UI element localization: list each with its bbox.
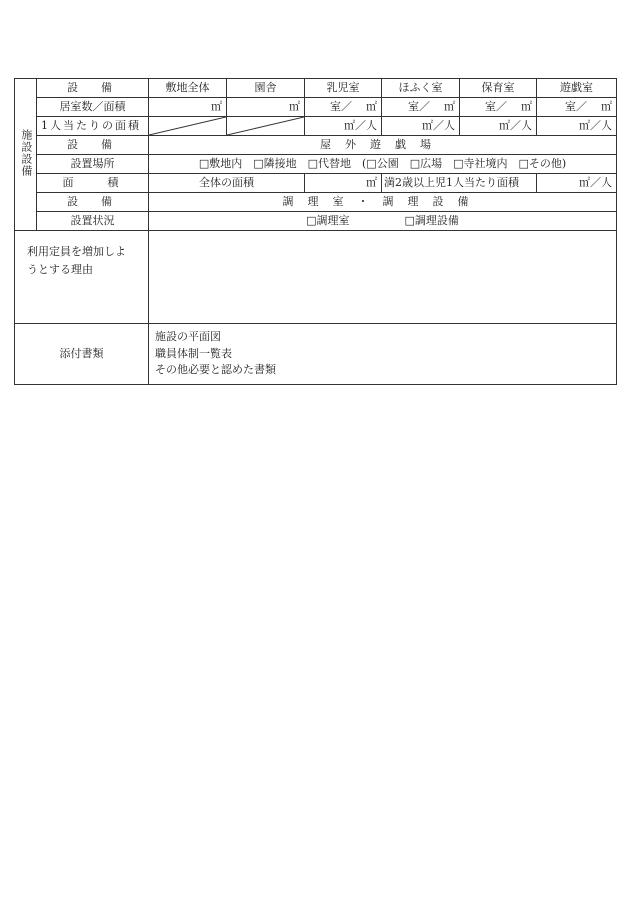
- kitchen-header-row: [15, 193, 617, 212]
- per-child-area-value[interactable]: [537, 174, 617, 193]
- attachment-item: 施設の平面図: [155, 330, 221, 344]
- unit-area: ㎡: [366, 175, 377, 189]
- outdoor-area-label: 面 積: [37, 174, 149, 193]
- unit-rooms: 室／: [330, 99, 352, 113]
- per-person-nursery[interactable]: ㎡／人: [460, 117, 537, 136]
- outdoor-area-row: [15, 174, 617, 193]
- per-person-building-diagonal: [227, 117, 305, 136]
- reason-label: 利用定員を増加しようとする理由: [15, 231, 149, 324]
- rooms-area-crawling[interactable]: [382, 98, 460, 117]
- kitchen-status-row: [15, 212, 617, 231]
- rooms-area-site[interactable]: [149, 98, 227, 117]
- facility-col-crawling-room: ほふく室: [382, 79, 460, 98]
- unit-area: ㎡: [521, 99, 532, 113]
- attachment-item: その他必要と認めた書類: [155, 363, 276, 377]
- per-person-infant[interactable]: ㎡／人: [305, 117, 382, 136]
- location-options[interactable]: □敷地内 □隣接地 □代替地 (□公園 □広場 □寺社境内 □その他): [149, 155, 617, 174]
- section-label: [15, 79, 37, 231]
- facility-col-site: 敷地全体: [149, 79, 227, 98]
- diagonal-line: [227, 117, 304, 135]
- unit-per-person: ㎡／人: [579, 175, 612, 189]
- facility-col-nursery-room: 保育室: [460, 79, 537, 98]
- section-label-text: 施設設備: [19, 128, 33, 177]
- total-area-label: 全体の面積: [149, 174, 305, 193]
- per-person-row: [15, 117, 617, 136]
- attachment-item: 職員体制一覧表: [155, 346, 232, 360]
- facility-label: 設 備: [37, 79, 149, 98]
- rooms-area-infant[interactable]: [305, 98, 382, 117]
- facility-form-table: [14, 78, 617, 385]
- kitchen-status-label: 設置状況: [37, 212, 149, 231]
- attachments-list: [149, 324, 617, 385]
- unit-rooms: 室／: [485, 99, 507, 113]
- kitchen-status-options[interactable]: □調理室 □調理設備: [149, 212, 617, 231]
- per-person-playroom[interactable]: ㎡／人: [537, 117, 617, 136]
- facility-col-infant-room: 乳児室: [305, 79, 382, 98]
- per-person-site-diagonal: [149, 117, 227, 136]
- facility-col-building: 園舎: [227, 79, 305, 98]
- unit-area: ㎡: [289, 99, 300, 113]
- rooms-area-playroom[interactable]: [537, 98, 617, 117]
- outdoor-header-row: [15, 136, 617, 155]
- location-label: 設置場所: [37, 155, 149, 174]
- per-child-area-label: 満2歳以上児1人当たり面積: [382, 174, 537, 193]
- diagonal-line: [149, 117, 226, 135]
- unit-area: ㎡: [211, 99, 222, 113]
- kitchen-title: 調理室・調理設備: [149, 193, 617, 212]
- rooms-area-label: 居室数／面積: [37, 98, 149, 117]
- kitchen-facility-label: 設 備: [37, 193, 149, 212]
- per-person-crawling[interactable]: ㎡／人: [382, 117, 460, 136]
- per-person-label: 1人当たりの面積: [37, 117, 149, 136]
- unit-rooms: 室／: [565, 99, 587, 113]
- rooms-area-row: [15, 98, 617, 117]
- reason-row: [15, 231, 617, 324]
- attachments-row: [15, 324, 617, 385]
- outdoor-facility-label: 設 備: [37, 136, 149, 155]
- attachments-label: 添付書類: [15, 324, 149, 385]
- location-row: [15, 155, 617, 174]
- reason-input[interactable]: [149, 231, 617, 324]
- unit-area: ㎡: [366, 99, 377, 113]
- facility-col-playroom: 遊戯室: [537, 79, 617, 98]
- unit-rooms: 室／: [408, 99, 430, 113]
- facility-header-row: [15, 79, 617, 98]
- unit-area: ㎡: [601, 99, 612, 113]
- rooms-area-building[interactable]: [227, 98, 305, 117]
- rooms-area-nursery[interactable]: [460, 98, 537, 117]
- total-area-value[interactable]: [305, 174, 382, 193]
- outdoor-playground-title: 屋外遊戯場: [149, 136, 617, 155]
- unit-area: ㎡: [444, 99, 455, 113]
